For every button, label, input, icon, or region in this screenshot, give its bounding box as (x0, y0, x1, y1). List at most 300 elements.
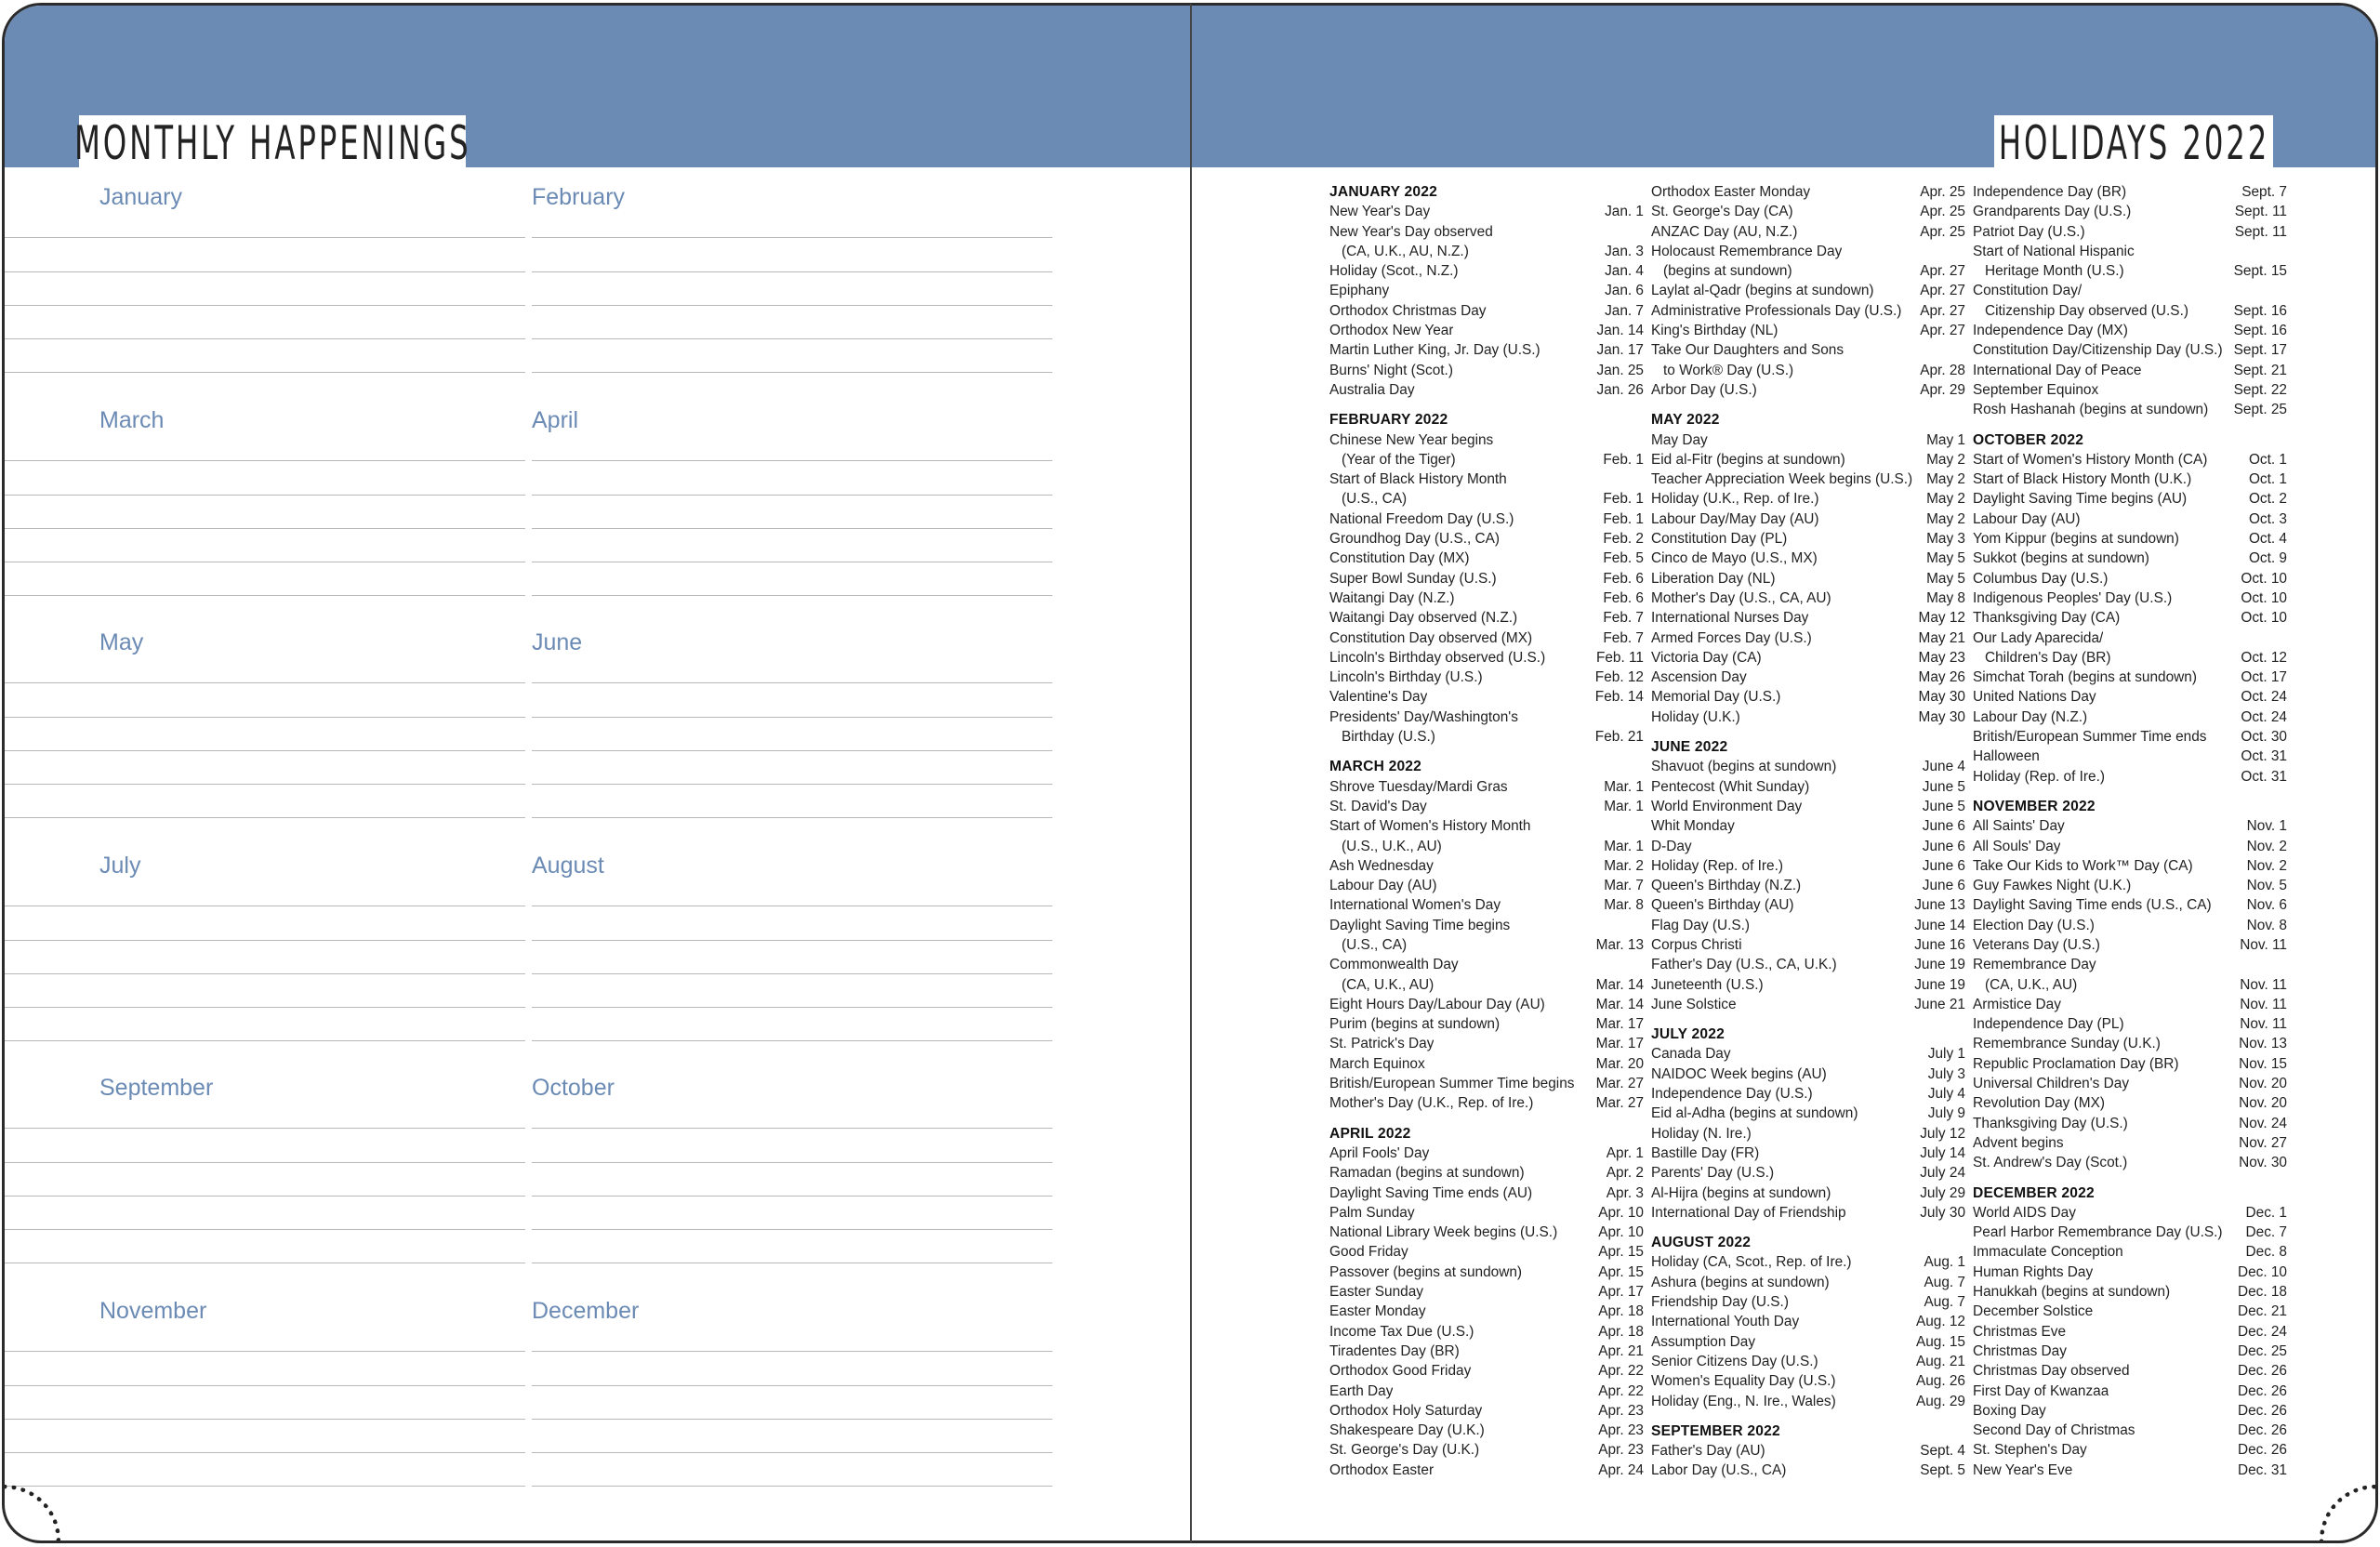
holiday-row (1651, 935, 1965, 955)
holiday-row (1651, 569, 1965, 588)
holiday-name: Thanksgiving Day (CA) (1973, 610, 2121, 627)
holiday-date: July 3 (1927, 1065, 1965, 1082)
holiday-name: (U.S., CA) (1342, 491, 1408, 508)
holiday-row (1973, 1034, 2287, 1053)
holiday-row (1973, 608, 2287, 628)
holiday-row (1651, 222, 1965, 242)
holiday-date: Oct. 30 (2241, 729, 2287, 746)
holiday-name: Constitution Day/ (1973, 283, 2082, 299)
holiday-date: May 5 (1926, 570, 1965, 587)
writing-line[interactable] (532, 717, 1052, 718)
writing-line[interactable] (5, 973, 525, 974)
holiday-date: Nov. 2 (2246, 857, 2287, 874)
holiday-date: Nov. 11 (2240, 1016, 2287, 1033)
holiday-date: Nov. 5 (2246, 878, 2287, 894)
holiday-name: Labour Day (AU) (1973, 510, 2081, 527)
holiday-row (1973, 1461, 2287, 1480)
holiday-date: Nov. 27 (2239, 1134, 2287, 1151)
holiday-row (1329, 648, 1644, 668)
holiday-date: Nov. 15 (2239, 1055, 2287, 1072)
holiday-row (1973, 509, 2287, 529)
holiday-date: Mar. 14 (1595, 976, 1644, 993)
holiday-name: (U.S., U.K., AU) (1342, 838, 1442, 854)
writing-line[interactable] (5, 1007, 525, 1008)
holiday-date: Aug. 12 (1915, 1314, 1965, 1330)
holiday-date (1640, 816, 1644, 836)
holiday-name: Mother's Day (U.S., CA, AU) (1651, 589, 1831, 606)
writing-line[interactable] (532, 305, 1052, 306)
holiday-name: Armistice Day (1973, 996, 2061, 1012)
holiday-row (1651, 995, 1965, 1014)
holiday-row (1973, 340, 2287, 360)
writing-line[interactable] (532, 750, 1052, 751)
holiday-name: National Library Week begins (U.S.) (1329, 1224, 1558, 1241)
holiday-date: May 30 (1918, 708, 1965, 725)
writing-line[interactable] (532, 940, 1052, 941)
holiday-row (1651, 895, 1965, 915)
holiday-date: Apr. 3 (1606, 1184, 1644, 1201)
holiday-name: Victoria Day (CA) (1651, 649, 1762, 666)
holiday-row (1329, 995, 1644, 1014)
holiday-date: Nov. 30 (2239, 1155, 2287, 1171)
holiday-row (1329, 856, 1644, 876)
holiday-name: Holiday (U.K., Rep. of Ire.) (1651, 491, 1819, 508)
holiday-date: Feb. 6 (1603, 570, 1644, 587)
writing-line[interactable] (5, 1419, 525, 1420)
holiday-name: Martin Luther King, Jr. Day (U.S.) (1329, 342, 1540, 359)
holiday-date: June 5 (1922, 798, 1965, 814)
month-label: October (532, 1075, 615, 1101)
holiday-name: Heritage Month (U.S.) (1985, 263, 2124, 280)
holiday-name: Children's Day (BR) (1985, 649, 2111, 666)
holiday-row (1973, 1242, 2287, 1262)
holiday-name: Teacher Appreciation Week begins (U.S.) (1651, 471, 1913, 488)
holiday-row (1329, 916, 1644, 935)
holiday-row (1973, 569, 2287, 588)
writing-line[interactable] (5, 271, 525, 272)
writing-line[interactable] (5, 940, 525, 941)
holiday-name: Holiday (CA, Scot., Rep. of Ire.) (1651, 1254, 1852, 1271)
writing-line[interactable] (532, 271, 1052, 272)
holiday-row (1329, 1014, 1644, 1034)
holiday-date: Apr. 27 (1920, 283, 1965, 299)
holiday-name: Orthodox Easter (1329, 1461, 1435, 1478)
holiday-date: Dec. 18 (2237, 1284, 2287, 1301)
holiday-date: Oct. 4 (2248, 531, 2287, 548)
writing-line[interactable] (532, 682, 1052, 683)
writing-line[interactable] (5, 1385, 525, 1386)
holiday-name: Labor Day (U.S., CA) (1651, 1462, 1787, 1479)
holiday-date: Nov. 20 (2239, 1095, 2287, 1112)
writing-line[interactable] (5, 1196, 525, 1197)
writing-line[interactable] (532, 372, 1052, 373)
writing-line[interactable] (532, 973, 1052, 974)
month-label: July (99, 852, 141, 879)
holiday-date: Oct. 10 (2241, 610, 2287, 627)
holiday-date: Apr. 25 (1920, 223, 1965, 240)
holiday-row (1651, 668, 1965, 687)
holiday-name: to Work® Day (U.S.) (1663, 362, 1794, 378)
holiday-row (1651, 1084, 1965, 1104)
holiday-date: Sept. 16 (2233, 302, 2287, 319)
holiday-name: Shakespeare Day (U.K.) (1329, 1422, 1485, 1439)
holiday-row (1973, 1014, 2287, 1034)
holiday-name: St. Stephen's Day (1973, 1442, 2087, 1459)
holiday-name: King's Birthday (NL) (1651, 323, 1778, 339)
holiday-date: Apr. 27 (1920, 263, 1965, 280)
holiday-row (1329, 1183, 1644, 1203)
holiday-date: Oct. 10 (2241, 570, 2287, 587)
writing-line[interactable] (532, 1385, 1052, 1386)
holiday-name: St. David's Day (1329, 798, 1427, 814)
holiday-name: Father's Day (U.S., CA, U.K.) (1651, 957, 1837, 973)
writing-line[interactable] (5, 528, 525, 529)
holiday-date: Apr. 2 (1606, 1165, 1644, 1182)
holiday-name: Holiday (N. Ire.) (1651, 1125, 1752, 1142)
holiday-date: May 2 (1926, 471, 1965, 488)
holiday-name: Passover (begins at sundown) (1329, 1263, 1523, 1280)
writing-line[interactable] (532, 1351, 1052, 1352)
holiday-row (1651, 1104, 1965, 1123)
holiday-row (1329, 687, 1644, 707)
writing-line[interactable] (532, 460, 1052, 461)
holiday-date: May 2 (1926, 510, 1965, 527)
holiday-row (1329, 628, 1644, 648)
holiday-date: Dec. 8 (2245, 1244, 2287, 1261)
holiday-row (1329, 1302, 1644, 1321)
page-title-tab (1994, 115, 2273, 171)
holiday-name: All Saints' Day (1973, 818, 2065, 835)
holiday-date: Nov. 6 (2246, 897, 2287, 914)
holiday-name: Waitangi Day (N.Z.) (1329, 589, 1455, 606)
holiday-name: Eight Hours Day/Labour Day (AU) (1329, 996, 1545, 1012)
holiday-name: Lincoln's Birthday (U.S.) (1329, 669, 1483, 686)
holiday-row (1973, 202, 2287, 221)
holiday-row (1651, 955, 1965, 974)
holiday-name: Start of Women's History Month (1329, 818, 1531, 835)
writing-line[interactable] (5, 1229, 525, 1230)
holiday-date: Feb. 12 (1594, 669, 1644, 686)
holiday-date: Mar. 7 (1604, 878, 1644, 894)
writing-line[interactable] (532, 495, 1052, 496)
holiday-date: June 19 (1914, 976, 1965, 993)
month-heading: JANUARY 2022 (1329, 184, 1437, 200)
holiday-row (1651, 1392, 1965, 1411)
holiday-date: May 3 (1926, 531, 1965, 548)
holiday-row (1973, 668, 2287, 687)
writing-line[interactable] (5, 305, 525, 306)
writing-line[interactable] (5, 1040, 525, 1041)
writing-line[interactable] (5, 237, 525, 238)
writing-line[interactable] (5, 1486, 525, 1487)
holiday-row (1329, 1242, 1644, 1262)
holiday-row (1651, 509, 1965, 529)
holiday-name: Daylight Saving Time begins (1329, 917, 1511, 933)
page-title: HOLIDAYS 2022 (1998, 116, 2269, 170)
holiday-name: New Year's Day (1329, 204, 1431, 220)
holiday-name: British/European Summer Time ends (1973, 729, 2207, 746)
holiday-row (1329, 727, 1644, 747)
writing-line[interactable] (5, 372, 525, 373)
month-section (1329, 1124, 1644, 1480)
holiday-name: Labour Day (AU) (1329, 878, 1437, 894)
holiday-date: Nov. 2 (2246, 838, 2287, 854)
holiday-name: Christmas Day observed (1973, 1363, 2130, 1380)
holiday-date: Mar. 27 (1595, 1095, 1644, 1112)
holiday-row (1973, 1302, 2287, 1321)
holiday-date: May 23 (1918, 649, 1965, 666)
holiday-date (1640, 916, 1644, 935)
writing-line[interactable] (5, 595, 525, 596)
holiday-name: Flag Day (U.S.) (1651, 917, 1751, 933)
holiday-date: Feb. 21 (1594, 729, 1644, 746)
holiday-name: Holiday (Scot., N.Z.) (1329, 263, 1459, 280)
writing-line[interactable] (532, 1452, 1052, 1453)
holiday-name: Women's Equality Day (U.S.) (1651, 1373, 1836, 1390)
holiday-name: Arbor Day (U.S.) (1651, 381, 1757, 398)
holiday-name: Independence Day (BR) (1973, 184, 2127, 200)
holiday-date: Aug. 7 (1924, 1294, 1965, 1311)
holiday-date: Dec. 26 (2237, 1382, 2287, 1399)
holiday-row (1651, 1292, 1965, 1312)
holiday-date: Sept. 5 (1920, 1462, 1965, 1479)
writing-line[interactable] (5, 750, 525, 751)
holiday-name: Hanukkah (begins at sundown) (1973, 1284, 2171, 1301)
writing-line[interactable] (532, 1128, 1052, 1129)
holiday-row (1651, 361, 1965, 380)
holiday-name: (Year of the Tiger) (1342, 451, 1456, 468)
holiday-row (1973, 1440, 2287, 1460)
holiday-date: Apr. 10 (1598, 1204, 1644, 1221)
writing-line[interactable] (5, 1452, 525, 1453)
writing-line[interactable] (5, 495, 525, 496)
holiday-name: Tiradentes Day (BR) (1329, 1342, 1460, 1359)
holiday-name: Election Day (U.S.) (1973, 917, 2095, 933)
month-heading: JUNE 2022 (1651, 739, 1728, 756)
writing-line[interactable] (532, 1229, 1052, 1230)
month-label: March (99, 406, 165, 433)
holiday-row (1973, 1401, 2287, 1421)
holiday-date: Oct. 12 (2241, 649, 2287, 666)
holiday-name: St. George's Day (U.K.) (1329, 1442, 1480, 1459)
holiday-date: Jan. 4 (1605, 263, 1644, 280)
holiday-name: Income Tax Due (U.S.) (1329, 1323, 1474, 1340)
holiday-date: Sept. 16 (2233, 323, 2287, 339)
holiday-date: July 30 (1920, 1204, 1965, 1221)
holiday-row (1651, 321, 1965, 340)
month-section (1329, 757, 1644, 1113)
writing-line[interactable] (532, 528, 1052, 529)
holiday-name: Ramadan (begins at sundown) (1329, 1165, 1525, 1182)
holiday-name: Super Bowl Sunday (U.S.) (1329, 570, 1497, 587)
holiday-name: Australia Day (1329, 381, 1415, 398)
holiday-date: Apr. 28 (1920, 362, 1965, 378)
holiday-name: Sukkot (begins at sundown) (1973, 550, 2149, 567)
holiday-date: Dec. 25 (2237, 1342, 2287, 1359)
holiday-name: (begins at sundown) (1663, 263, 1792, 280)
writing-line[interactable] (532, 338, 1052, 339)
holiday-name: Daylight Saving Time ends (AU) (1329, 1184, 1533, 1201)
holiday-name: Orthodox Easter Monday (1651, 184, 1811, 200)
holiday-name: Corpus Christi (1651, 936, 1742, 953)
holiday-name: Labour Day (N.Z.) (1973, 708, 2088, 725)
holiday-date: Sept. 7 (2241, 184, 2287, 200)
holiday-name: International Day of Peace (1973, 362, 2142, 378)
holiday-row (1973, 469, 2287, 489)
writing-line[interactable] (532, 1040, 1052, 1041)
holiday-row (1329, 1382, 1644, 1401)
writing-line[interactable] (5, 1162, 525, 1163)
right-page (1190, 3, 2378, 1543)
writing-line[interactable] (5, 460, 525, 461)
holiday-row (1973, 1153, 2287, 1172)
page-title: MONTHLY HAPPENINGS (73, 116, 471, 170)
holiday-name: Mother's Day (U.K., Rep. of Ire.) (1329, 1095, 1534, 1112)
writing-line[interactable] (532, 1007, 1052, 1008)
holiday-row (1329, 1054, 1644, 1074)
holiday-date: Oct. 1 (2248, 471, 2287, 488)
month-section (1973, 430, 2287, 787)
holiday-date: Apr. 23 (1598, 1442, 1644, 1459)
holiday-date: Sept. 11 (2234, 223, 2287, 240)
holiday-name: Daylight Saving Time ends (U.S., CA) (1973, 897, 2212, 914)
holiday-name: British/European Summer Time begins (1329, 1076, 1575, 1092)
holiday-date: May 12 (1918, 610, 1965, 627)
holiday-row (1973, 916, 2287, 935)
holiday-name: Immaculate Conception (1973, 1244, 2123, 1261)
holiday-date: Jan. 7 (1605, 302, 1644, 319)
holiday-row (1973, 1093, 2287, 1113)
holiday-date: Mar. 14 (1595, 996, 1644, 1012)
holiday-row (1973, 975, 2287, 995)
holiday-row (1651, 1144, 1965, 1163)
holiday-name: Constitution Day/Citizenship Day (U.S.) (1973, 342, 2223, 359)
holiday-date: Apr. 21 (1598, 1342, 1644, 1359)
holiday-date: June 14 (1914, 917, 1965, 933)
writing-line[interactable] (5, 817, 525, 818)
writing-line[interactable] (5, 682, 525, 683)
holiday-row (1973, 281, 2287, 300)
writing-line[interactable] (532, 1419, 1052, 1420)
holiday-name: Armed Forces Day (U.S.) (1651, 629, 1812, 646)
holiday-name: First Day of Kwanzaa (1973, 1382, 2109, 1399)
holiday-name: St. Andrew's Day (Scot.) (1973, 1155, 2128, 1171)
month-heading: OCTOBER 2022 (1973, 431, 2084, 448)
holiday-date: Dec. 7 (2245, 1224, 2287, 1241)
holiday-row (1651, 837, 1965, 856)
writing-line[interactable] (532, 595, 1052, 596)
holiday-name: Labour Day/May Day (AU) (1651, 510, 1819, 527)
holiday-date: Apr. 18 (1598, 1323, 1644, 1340)
holiday-date: Aug. 26 (1915, 1373, 1965, 1390)
holiday-row (1973, 1342, 2287, 1361)
holiday-row (1329, 935, 1644, 955)
holiday-name: Independence Day (PL) (1973, 1016, 2124, 1033)
holiday-column (1329, 182, 1644, 1490)
holiday-row (1329, 1203, 1644, 1223)
holiday-date (2283, 281, 2287, 300)
holiday-name: Rosh Hashanah (begins at sundown) (1973, 402, 2209, 418)
month-label: August (532, 852, 604, 879)
writing-line[interactable] (5, 1351, 525, 1352)
holiday-date: Feb. 1 (1603, 451, 1644, 468)
month-heading: AUGUST 2022 (1651, 1235, 1752, 1251)
holiday-date: Apr. 22 (1598, 1382, 1644, 1399)
holiday-row (1651, 1252, 1965, 1272)
holiday-date: Feb. 11 (1595, 649, 1644, 666)
writing-line[interactable] (532, 1162, 1052, 1163)
holiday-name: International Women's Day (1329, 897, 1501, 914)
holiday-date: Sept. 21 (2233, 362, 2287, 378)
holiday-row (1973, 648, 2287, 668)
holiday-row (1329, 895, 1644, 915)
month-section (1329, 182, 1644, 400)
holiday-date: Jan. 14 (1596, 323, 1644, 339)
holiday-date: May 8 (1926, 589, 1965, 606)
writing-line[interactable] (532, 1196, 1052, 1197)
holiday-name: September Equinox (1973, 381, 2099, 398)
holiday-row (1329, 777, 1644, 797)
holiday-date: May 1 (1926, 431, 1965, 448)
holiday-row (1329, 1282, 1644, 1302)
holiday-row (1329, 707, 1644, 727)
writing-line[interactable] (532, 784, 1052, 785)
holiday-row (1651, 916, 1965, 935)
holiday-name: Constitution Day observed (MX) (1329, 629, 1533, 646)
holiday-date: Sept. 25 (2233, 402, 2287, 418)
holiday-name: Boxing Day (1973, 1402, 2046, 1419)
holiday-row (1329, 261, 1644, 281)
writing-line[interactable] (532, 817, 1052, 818)
holiday-date (1640, 955, 1644, 974)
holiday-row (1651, 628, 1965, 648)
holiday-date: Oct. 10 (2241, 589, 2287, 606)
holiday-row (1329, 955, 1644, 974)
holiday-date: June 21 (1914, 996, 1965, 1012)
holiday-date (1640, 222, 1644, 242)
holiday-date: Mar. 17 (1595, 1036, 1644, 1052)
holiday-name: June Solstice (1651, 996, 1737, 1012)
holiday-row (1973, 856, 2287, 876)
holiday-row (1651, 1441, 1965, 1461)
holiday-name: Queen's Birthday (AU) (1651, 897, 1794, 914)
holiday-row (1973, 1203, 2287, 1223)
holiday-row (1329, 1440, 1644, 1460)
writing-line[interactable] (5, 784, 525, 785)
holiday-date: Apr. 27 (1920, 323, 1965, 339)
writing-line[interactable] (532, 1486, 1052, 1487)
writing-line[interactable] (5, 1128, 525, 1129)
writing-line[interactable] (532, 237, 1052, 238)
holiday-row (1973, 1223, 2287, 1242)
holiday-name: Start of Black History Month (U.K.) (1973, 471, 2192, 488)
holiday-row (1973, 816, 2287, 836)
holiday-row (1329, 222, 1644, 242)
holiday-date: June 6 (1922, 838, 1965, 854)
month-section (1973, 797, 2287, 1173)
holiday-name: Epiphany (1329, 283, 1390, 299)
holiday-name: St. George's Day (CA) (1651, 204, 1793, 220)
writing-line[interactable] (5, 717, 525, 718)
holiday-row (1651, 340, 1965, 360)
holiday-row (1651, 856, 1965, 876)
holiday-name: December Solstice (1973, 1303, 2094, 1320)
holiday-date: Dec. 26 (2237, 1363, 2287, 1380)
holiday-row (1973, 361, 2287, 380)
writing-line[interactable] (5, 338, 525, 339)
holiday-row (1651, 1273, 1965, 1292)
holiday-row (1973, 687, 2287, 707)
